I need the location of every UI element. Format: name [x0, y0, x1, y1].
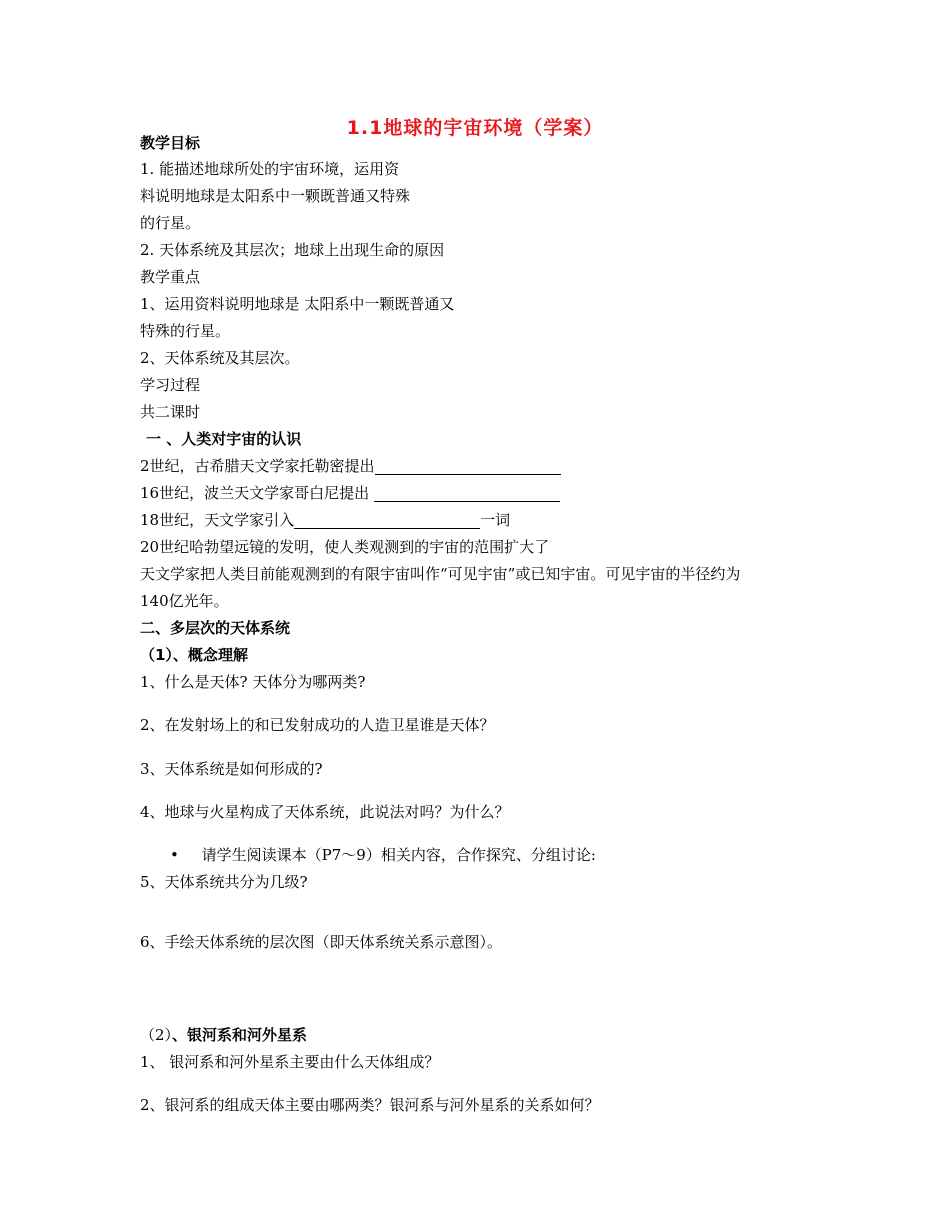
section1-line-6: 140亿光年。 — [140, 592, 229, 610]
subsection-galaxy — [140, 1025, 307, 1045]
ptolemy-text: 2世纪，古希腊天文学家托勒密提出 — [140, 457, 375, 475]
fill-blank-1[interactable] — [375, 460, 561, 475]
subsection-galaxy-title: 、银河系和河外星系 — [172, 1026, 308, 1044]
question-8: 2、银河系的组成天体主要由哪两类？银河系与河外星系的关系如何？ — [140, 1096, 600, 1114]
key-heading: 教学重点 — [140, 268, 201, 286]
question-1: 1、什么是天体? 天体分为哪两类? — [140, 673, 366, 691]
goals-line-4: 2. 天体系统及其层次；地球上出现生命的原因 — [140, 241, 445, 259]
section1-line-4: 20世纪哈勃望远镜的发明，使人类观测到的宇宙的范围扩大了 — [140, 538, 550, 556]
question-7: 1、 银河系和河外星系主要由什么天体组成？ — [140, 1053, 440, 1071]
page-title: 1.1地球的宇宙环境（学案） — [346, 117, 604, 139]
goals-heading: 教学目标 — [140, 134, 201, 152]
subsection-concepts: （1）、概念理解 — [140, 646, 248, 664]
goals-line-1: 1. 能描述地球所处的宇宙环境，运用资 — [140, 160, 400, 178]
key-line-3: 2、天体系统及其层次。 — [140, 349, 300, 367]
process-hours: 共二课时 — [140, 403, 201, 421]
bullet-icon: • — [170, 846, 179, 864]
fill-blank-2[interactable] — [374, 487, 560, 502]
question-6: 6、手绘天体系统的层次图（即天体系统关系示意图）。 — [140, 933, 503, 951]
question-3: 3、天体系统是如何形成的? — [140, 760, 323, 778]
bullet-item — [170, 845, 596, 865]
section1-line-5: 天文学家把人类目前能观测到的有限宇宙叫作“可见宇宙”或已知宇宙。可见宇宙的半径约为 — [140, 565, 741, 583]
goals-line-3: 的行星。 — [140, 214, 201, 232]
section2-heading: 二、多层次的天体系统 — [140, 619, 291, 637]
subsection-galaxy-number: （2） — [140, 1026, 173, 1044]
section1-heading: 一 、人类对宇宙的认识 — [146, 430, 302, 448]
astronomer-text: 18世纪，天文学家引入 — [140, 511, 295, 529]
section1-line-3 — [140, 510, 510, 530]
question-2: 2、在发射场上的和已发射成功的人造卫星谁是天体？ — [140, 716, 495, 734]
question-4: 4、地球与火星构成了天体系统，此说法对吗？为什么？ — [140, 803, 510, 821]
key-line-2: 特殊的行星。 — [140, 322, 231, 340]
section1-line-2 — [140, 483, 560, 503]
fill-blank-3[interactable] — [294, 514, 480, 529]
bullet-text: 请学生阅读课本（P7～9）相关内容，合作探究、分组讨论: — [201, 846, 596, 864]
question-5: 5、天体系统共分为几级? — [140, 873, 308, 891]
copernicus-text: 16世纪，波兰天文学家哥白尼提出 — [140, 484, 374, 502]
goals-line-2: 料说明地球是太阳系中一颗既普通又特殊 — [140, 187, 411, 205]
key-line-1: 1、运用资料说明地球是 太阳系中一颗既普通又 — [140, 295, 455, 313]
word-suffix: 一词 — [480, 511, 511, 529]
process-heading: 学习过程 — [140, 376, 201, 394]
section1-line-1 — [140, 456, 561, 476]
